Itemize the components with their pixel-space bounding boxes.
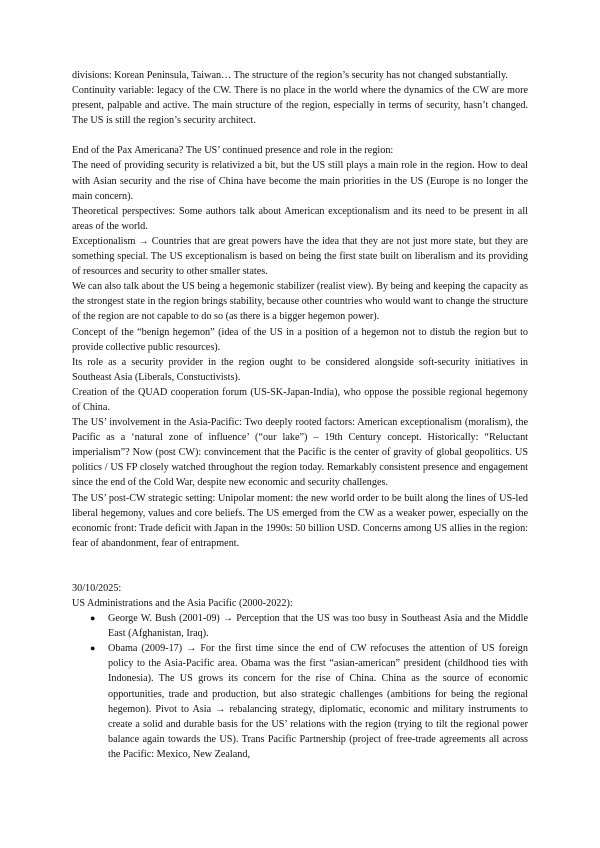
- list-item-text: George W. Bush (2001-09) → Perception that the US was too busy in Southeast Asia and the Middle East (Afghanistan, Iraq).: [108, 613, 528, 640]
- paragraph-us-involvement: The US’ involvement in the Asia-Pacific: Two deeply rooted factors: American exceptionalism (moralism), the Pacific as a ‘natural zone of influence’ (“our lake”) – 19th Century concept. Historically: “Reluctant imperialism”? Now (post CW): convincement that the Pacific is the center of gravity of global geopolitics. US politics / US FP closely watched throughout the region today. Remarkably consistent presence and engagement since the end of the Cold War, despite new economic and security challenges.: [72, 417, 528, 489]
- paragraph-exceptionalism: Exceptionalism → Countries that are great powers have the idea that they are not just more state, but they are something special. The US exceptionalism is based on being the first state built on liberalism and its providing of resources and security to other smaller states.: [72, 235, 528, 278]
- paragraph-security-provider: Its role as a security provider in the region ought to be considered alongside soft-security initiatives in Southeast Asia (Liberals, Constuctivists).: [72, 356, 528, 383]
- spacer: [72, 551, 528, 581]
- paragraph-security-need: The need of providing security is relativized a bit, but the US still plays a main role in the region. How to deal with Asian security and the rise of China have become the main priorities in the US (Europe is no longer the main concern).: [72, 160, 528, 202]
- list-item: [72, 611, 528, 641]
- administrations-list: [72, 611, 528, 762]
- list-item: [72, 641, 528, 762]
- paragraph-quad: Creation of the QUAD cooperation forum (US-SK-Japan-India), who oppose the possible regional hegemony of China.: [72, 386, 528, 413]
- paragraph-divisions: divisions: Korean Peninsula, Taiwan… The structure of the region’s security has not changed substantially.: [72, 70, 508, 81]
- section-heading: US Administrations and the Asia Pacific (2000-2022):: [72, 598, 293, 609]
- paragraph-theoretical-perspectives: Theoretical perspectives: Some authors talk about American exceptionalism and its need to be present in all areas of the world.: [72, 205, 528, 232]
- list-item-text: Obama (2009-17) → For the first time since the end of CW refocuses the attention of US foreign policy to the Asia-Pacific area. Obama was the first “asian-american” president (childhood ties with Indonesia). The US grows its concern for the rise of China. China as the source of economic opportunities, trade and production, but also strategic challenges (ambitions for being the regional hegemon). Pivot to Asia → rebalancing strategy, diplomatic, economic and military instruments to create a solid and durable basis for the US’ relations with the region (trying to tilt the regional power balance again towards the US). Trans Pacific Partnership (project of free-trade agreements all across the Pacific: Mexico, New Zealand,: [108, 643, 528, 760]
- date-heading: 30/10/2025:: [72, 582, 122, 594]
- bullet-icon: ●: [90, 613, 96, 624]
- paragraph-benign-hegemon: Concept of the “benign hegemon” (idea of the US in a position of a hegemon not to distub the region but to provide collective public resources).: [72, 326, 528, 353]
- paragraph-continuity-variable: Continuity variable: legacy of the CW. There is no place in the world where the dynamics of the CW are more present, palpable and active. The main structure of the region, especially in terms of security, hasn’t changed. The US is still the region’s security architect.: [72, 85, 528, 127]
- document-page: [72, 68, 528, 762]
- spacer: [72, 128, 528, 143]
- paragraph-post-cw-setting: The US’ post-CW strategic setting: Unipolar moment: the new world order to be built along the lines of US-led liberal hegemony, values and core beliefs. The US emerged from the CW as a weaker power, especially on the economic front: Trade deficit with Japan in the 1990s: 50 billion USD. Concerns among US allies in the region: fear of abandonment, fear of entrapment.: [72, 492, 528, 549]
- bullet-icon: ●: [90, 643, 96, 654]
- paragraph-hegemonic-stabilizer: We can also talk about the US being a hegemonic stabilizer (realist view). By being and keeping the capacity as the strongest state in the region brings stability, because other countries who would want to change the structure of the region are not capable to do so (as there is a bigger hegemon power).: [72, 281, 528, 323]
- paragraph-pax-americana: End of the Pax Americana? The US’ continued presence and role in the region:: [72, 145, 394, 157]
